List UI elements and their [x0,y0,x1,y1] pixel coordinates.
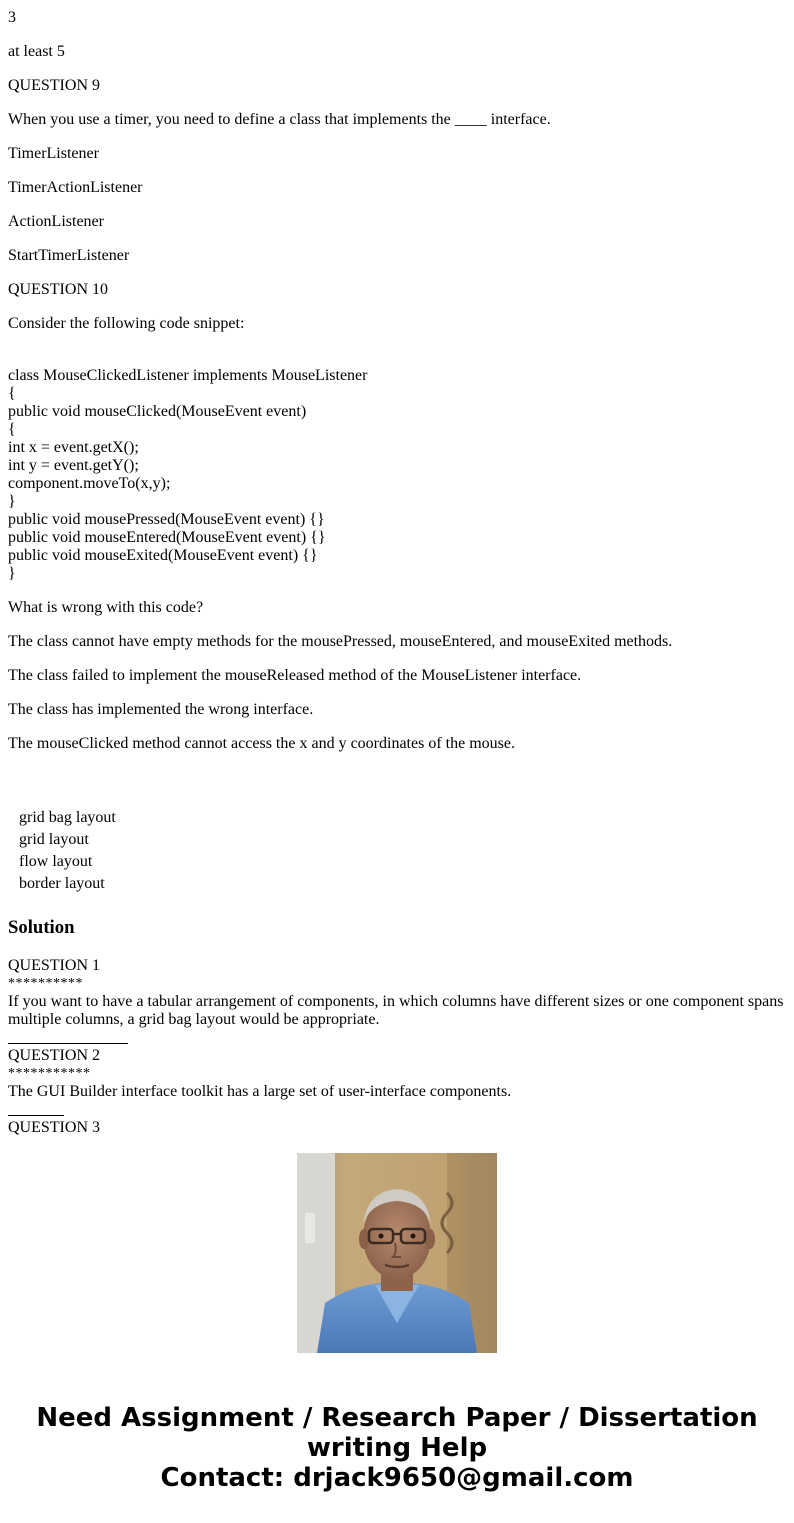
code-line: public void mousePressed(MouseEvent event) {} [8,511,325,528]
divider [8,1029,788,1047]
code-line: component.moveTo(x,y); [8,475,171,492]
layout-option: border layout [19,875,105,892]
code-line: public void mouseEntered(MouseEvent event) {} [8,529,326,546]
author-avatar [297,1153,497,1353]
solution-q1-text: If you want to have a tabular arrangement of components, in which columns have different sizes or one component spans multiple columns, a grid bag layout would be appropriate. [8,993,788,1028]
question-9-option: TimerActionListener [8,179,143,196]
solution-heading: Solution [8,917,75,938]
code-line: public void mouseExited(MouseEvent event) {} [8,547,318,564]
promo-line-2: writing Help [306,1433,488,1463]
layout-option: flow layout [19,853,93,870]
promo-contact: Contact: drjack9650@gmail.com [160,1463,634,1493]
code-line: int y = event.getY(); [8,457,139,474]
layout-options-list [19,807,788,895]
solution-q1-stars: ********** [8,976,83,991]
solution-q2-stars: *********** [8,1066,91,1081]
question-10-option: The class has implemented the wrong interface. [8,701,314,718]
question-10-option: The mouseClicked method cannot access the x and y coordinates of the mouse. [8,735,515,752]
code-line: class MouseClickedListener implements MouseListener [8,367,368,384]
document-content [8,0,788,1136]
code-line: } [8,493,16,510]
question-9-option: ActionListener [8,213,104,230]
question-10-option: The class failed to implement the mouseReleased method of the MouseListener interface. [8,667,582,684]
question-10-label: QUESTION 10 [8,281,108,298]
divider [8,1101,788,1119]
solution-q3-label: QUESTION 3 [8,1119,100,1136]
author-photo [297,1153,497,1353]
question-10-option: The class cannot have empty methods for the mousePressed, mouseEntered, and mouseExited methods. [8,633,673,650]
question-10-prompt: Consider the following code snippet: [8,315,245,332]
code-line: } [8,565,16,582]
question-10-question: What is wrong with this code? [8,599,204,616]
solution-q1-label: QUESTION 1 [8,957,100,974]
layout-option: grid layout [19,831,89,848]
layout-option: grid bag layout [19,809,116,826]
question-9-label: QUESTION 9 [8,77,100,94]
solution-q2-text: The GUI Builder interface toolkit has a large set of user-interface components. [8,1083,512,1100]
question-9-option: TimerListener [8,145,99,162]
code-line: int x = event.getX(); [8,439,139,456]
code-line: public void mouseClicked(MouseEvent event) [8,403,307,420]
code-line: { [8,421,16,438]
solution-q2-label: QUESTION 2 [8,1047,100,1064]
promo-banner [0,1403,794,1493]
code-snippet [8,367,788,583]
promo-line-1: Need Assignment / Research Paper / Dissertation [36,1403,758,1433]
option-at-least-5: at least 5 [8,43,65,60]
question-9-prompt: When you use a timer, you need to define a class that implements the ____ interface. [8,111,551,128]
option-3: 3 [8,9,16,26]
solution-answers [8,957,788,1137]
code-line: { [8,385,16,402]
question-9-option: StartTimerListener [8,247,130,264]
